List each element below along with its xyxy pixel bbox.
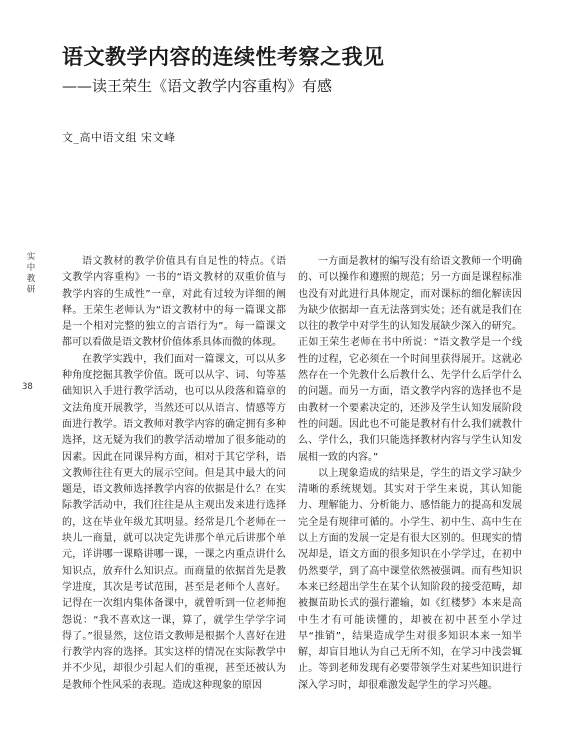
section-tag-char: 实 [26, 252, 36, 262]
section-tag-char: 教 [26, 274, 36, 284]
body-paragraph: 语文教材的教学价值具有自足性的特点。《语文教学内容重构》一书的“语文教材的双重价值与教学内容的生成性”一章，对此有过较为详细的阐释。王荣生老师认为“语文教材中的每一篇课文都是一个相对完整的独立的言语行为”。每一篇课文都可以看做是语文教材价值体系具体而微的体现。 [62, 256, 286, 349]
section-tag-char: 研 [26, 285, 36, 295]
body-paragraph: 在教学实践中，我们面对一篇课文，可以从多种角度挖掘其教学价值。既可以从字、词、句等基础知识入手进行教学活动，也可以从段落和篇章的文法角度开展教学，当然还可以从语言、情感等方面进行教学。语文教师对教学内容的确定拥有多种选择，这无疑为我们的教学活动增加了很多能动的因素。因此在同课异构方面，相对于其它学科，语文教师往往有更大的展示空间。但是其中最大的问题是，语文教师选择教学内容的依据是什么？在实际教学活动中，我们往往是从主观出发来进行选择的，这在毕业年级尤其明显。经常是几个老师在一块儿一商量，就可以决定先讲那个单元后讲那个单元，详讲哪一课略讲哪一课，一课之内重点讲什么知识点，放弃什么知识点。而商量的依据首先是教学进度，其次是考试范围，甚至是老师个人喜好。记得在一次组内集体备课中，就曾听到一位老师抱怨说：“我不喜欢这一课，算了，就学生学学字词得了。”很显然，这位语文教师是根据个人喜好在进行教学内容的选择。其实这样的情况在实际教学中并不少见，却很少引起人们的重视，甚至还被认为是教师个性风采的表现。造成这种现象的原因 [62, 353, 286, 691]
article-byline: 文_高中语文组 宋文峰 [62, 131, 176, 144]
body-column-right [298, 254, 522, 694]
body-paragraph: 以上现象造成的结果是，学生的语文学习缺少清晰的系统规划。其实对于学生来说，其认知能力、理解能力、分析能力、感悟能力的提高和发展完全是有规律可循的。小学生、初中生、高中生在以上方面的发展一定是有很大区别的。但现实的情况却是，语文方面的很多知识在小学学过，在初中仍然要学，到了高中课堂依然被强调。而有些知识本来已经超出学生在某个认知阶段的接受范畴，却被揠苗助长式的强行灌输，如《红楼梦》本来是高中生才有可能读懂的，却被在初中甚至小学过早“推销”，结果造成学生对很多知识本来一知半解，却盲目地认为自己无所不知，在学习中浅尝辄止。等到老师发现有必要带领学生对某些知识进行深入学习时，却很难激发起学生的学习兴趣。 [298, 467, 522, 691]
body-paragraph: 一方面是教材的编写没有给语文教师一个明确的、可以操作和遵照的规范；另一方面是课程标准也没有对此进行具体规定，而对课标的细化解读因为缺少依据却一直无法落到实处；还有就是我们在以往的教学中对学生的认知发展缺少深入的研究。正如王荣生老师在书中所说：“语文教学是一个线性的过程，它必须在一个时间里获得展开。这就必然存在一个先教什么后教什么、先学什么后学什么的问题。而另一方面，语文教学内容的选择也不是由教材一个要素决定的，还涉及学生认知发展阶段性的问题。因此也不可能是教材有什么我们就教什么、学什么，我们只能选择教材内容与学生认知发展相一致的内容。” [298, 256, 522, 463]
page-number: 38 [22, 382, 33, 392]
section-tag-char: 中 [26, 263, 36, 273]
article-title: 语文教学内容的连续性考察之我见 [62, 44, 385, 69]
section-tag [25, 252, 37, 296]
body-column-left [62, 254, 286, 694]
article-subtitle: ——读王荣生《语文教学内容重构》有感 [62, 77, 333, 95]
